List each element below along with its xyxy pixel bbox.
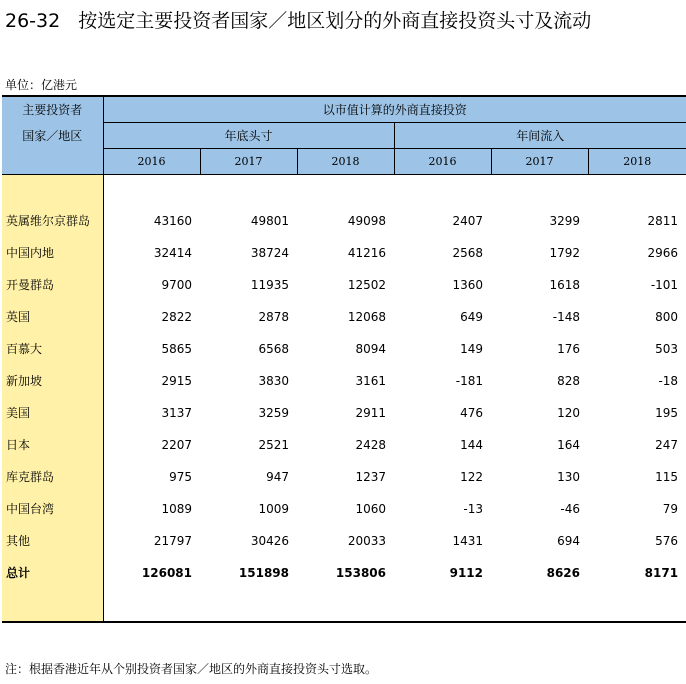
row-label: 中国台湾 bbox=[2, 493, 103, 525]
fdi-table bbox=[2, 95, 686, 623]
value-cell: 2966 bbox=[647, 245, 679, 260]
value-cell: 176 bbox=[557, 341, 580, 356]
value-cell: 2878 bbox=[258, 309, 289, 324]
value-cell: 38724 bbox=[250, 245, 289, 260]
stub-header bbox=[2, 96, 103, 174]
value-cell: 120 bbox=[557, 405, 580, 420]
row-label: 百慕大 bbox=[2, 333, 103, 365]
value-cell: 2811 bbox=[647, 213, 679, 228]
value-cell: 1009 bbox=[258, 501, 289, 516]
table-row bbox=[2, 269, 686, 301]
value-cell: 3161 bbox=[355, 373, 386, 388]
value-cell: 2822 bbox=[161, 309, 192, 324]
value-cell: 8171 bbox=[644, 565, 679, 580]
table-title: 按选定主要投资者国家／地区划分的外商直接投资头寸及流动 bbox=[78, 10, 592, 32]
value-cell: 3299 bbox=[549, 213, 580, 228]
value-cell: 3259 bbox=[258, 405, 289, 420]
value-cell: 476 bbox=[460, 405, 483, 420]
table-row bbox=[2, 237, 686, 269]
value-cell: 1618 bbox=[549, 277, 580, 292]
value-cell: 41216 bbox=[347, 245, 386, 260]
value-cell: 649 bbox=[460, 309, 483, 324]
footnote: 注：根据香港近年从个别投资者国家／地区的外商直接投资头寸选取。 bbox=[5, 662, 378, 676]
stub-header-line1: 主要投资者 bbox=[22, 103, 83, 117]
value-cell: 2521 bbox=[258, 437, 289, 452]
table-body bbox=[2, 174, 686, 622]
value-cell: 947 bbox=[266, 469, 289, 484]
row-label: 日本 bbox=[2, 429, 103, 461]
value-cell: 828 bbox=[557, 373, 580, 388]
value-cell: 3137 bbox=[161, 405, 192, 420]
value-cell: 503 bbox=[655, 341, 679, 356]
row-label: 英国 bbox=[2, 301, 103, 333]
table-row bbox=[2, 365, 686, 397]
value-cell: 975 bbox=[169, 469, 192, 484]
row-label: 开曼群岛 bbox=[2, 269, 103, 301]
value-cell: 1060 bbox=[355, 501, 386, 516]
value-cell: 8094 bbox=[355, 341, 386, 356]
value-cell: 79 bbox=[662, 501, 679, 516]
value-cell: 6568 bbox=[258, 341, 289, 356]
value-cell: 49098 bbox=[347, 213, 386, 228]
value-cell: 20033 bbox=[347, 533, 386, 548]
value-cell: 5865 bbox=[161, 341, 192, 356]
value-cell: -181 bbox=[455, 373, 483, 388]
value-cell: -46 bbox=[560, 501, 580, 516]
table-header bbox=[2, 96, 686, 174]
year-header: 2018 bbox=[588, 148, 686, 174]
value-cell: 144 bbox=[460, 437, 483, 452]
value-cell: 9700 bbox=[161, 277, 192, 292]
value-cell: -101 bbox=[650, 277, 679, 292]
value-cell: 1237 bbox=[355, 469, 386, 484]
row-label: 英属维尔京群岛 bbox=[2, 205, 103, 237]
value-cell: 164 bbox=[557, 437, 580, 452]
row-label: 库克群岛 bbox=[2, 461, 103, 493]
value-cell: 43160 bbox=[153, 213, 192, 228]
main-header: 以市值计算的外商直接投资 bbox=[103, 96, 686, 122]
value-cell: 153806 bbox=[335, 565, 386, 580]
value-cell: 126081 bbox=[141, 565, 192, 580]
table-row bbox=[2, 301, 686, 333]
value-cell: 247 bbox=[655, 437, 679, 452]
value-cell: 195 bbox=[655, 405, 679, 420]
value-cell: 2911 bbox=[355, 405, 386, 420]
value-cell: -18 bbox=[658, 373, 679, 388]
row-label: 新加坡 bbox=[2, 365, 103, 397]
year-header: 2017 bbox=[200, 148, 297, 174]
value-cell: 576 bbox=[655, 533, 679, 548]
value-cell: 21797 bbox=[153, 533, 192, 548]
value-cell: 151898 bbox=[238, 565, 289, 580]
value-cell: -148 bbox=[552, 309, 580, 324]
value-cell: 12068 bbox=[347, 309, 386, 324]
total-row bbox=[2, 557, 686, 589]
stub-header-line2: 国家／地区 bbox=[22, 129, 83, 143]
value-cell: 800 bbox=[655, 309, 679, 324]
page-title bbox=[5, 6, 591, 33]
value-cell: 12502 bbox=[347, 277, 386, 292]
value-cell: 32414 bbox=[153, 245, 192, 260]
table-row bbox=[2, 493, 686, 525]
value-cell: 8626 bbox=[546, 565, 580, 580]
group-header-inflow: 年间流入 bbox=[394, 122, 686, 148]
year-header: 2018 bbox=[297, 148, 394, 174]
value-cell: 2915 bbox=[161, 373, 192, 388]
value-cell: 1792 bbox=[549, 245, 580, 260]
year-header: 2017 bbox=[491, 148, 588, 174]
table-row bbox=[2, 205, 686, 237]
table-row bbox=[2, 525, 686, 557]
value-cell: 2207 bbox=[161, 437, 192, 452]
value-cell: 1089 bbox=[161, 501, 192, 516]
table-row bbox=[2, 397, 686, 429]
table-row bbox=[2, 429, 686, 461]
value-cell: 115 bbox=[655, 469, 679, 484]
row-label: 中国内地 bbox=[2, 237, 103, 269]
row-label: 总计 bbox=[2, 557, 103, 589]
year-header: 2016 bbox=[394, 148, 491, 174]
value-cell: 3830 bbox=[258, 373, 289, 388]
value-cell: 122 bbox=[460, 469, 483, 484]
table-row bbox=[2, 333, 686, 365]
value-cell: 49801 bbox=[250, 213, 289, 228]
value-cell: -13 bbox=[463, 501, 483, 516]
value-cell: 2428 bbox=[355, 437, 386, 452]
value-cell: 1360 bbox=[452, 277, 483, 292]
value-cell: 2407 bbox=[452, 213, 483, 228]
year-header: 2016 bbox=[103, 148, 200, 174]
value-cell: 9112 bbox=[449, 565, 483, 580]
table-row bbox=[2, 461, 686, 493]
value-cell: 1431 bbox=[452, 533, 483, 548]
value-cell: 2568 bbox=[452, 245, 483, 260]
unit-label: 单位：亿港元 bbox=[5, 78, 78, 92]
row-label: 美国 bbox=[2, 397, 103, 429]
value-cell: 694 bbox=[557, 533, 580, 548]
group-header-position: 年底头寸 bbox=[103, 122, 394, 148]
row-label: 其他 bbox=[2, 525, 103, 557]
value-cell: 30426 bbox=[250, 533, 289, 548]
value-cell: 11935 bbox=[250, 277, 289, 292]
table-number: 26-32 bbox=[5, 10, 61, 32]
table-bottom bbox=[2, 589, 686, 622]
value-cell: 130 bbox=[557, 469, 580, 484]
value-cell: 149 bbox=[460, 341, 483, 356]
stub-spacer bbox=[2, 174, 103, 205]
